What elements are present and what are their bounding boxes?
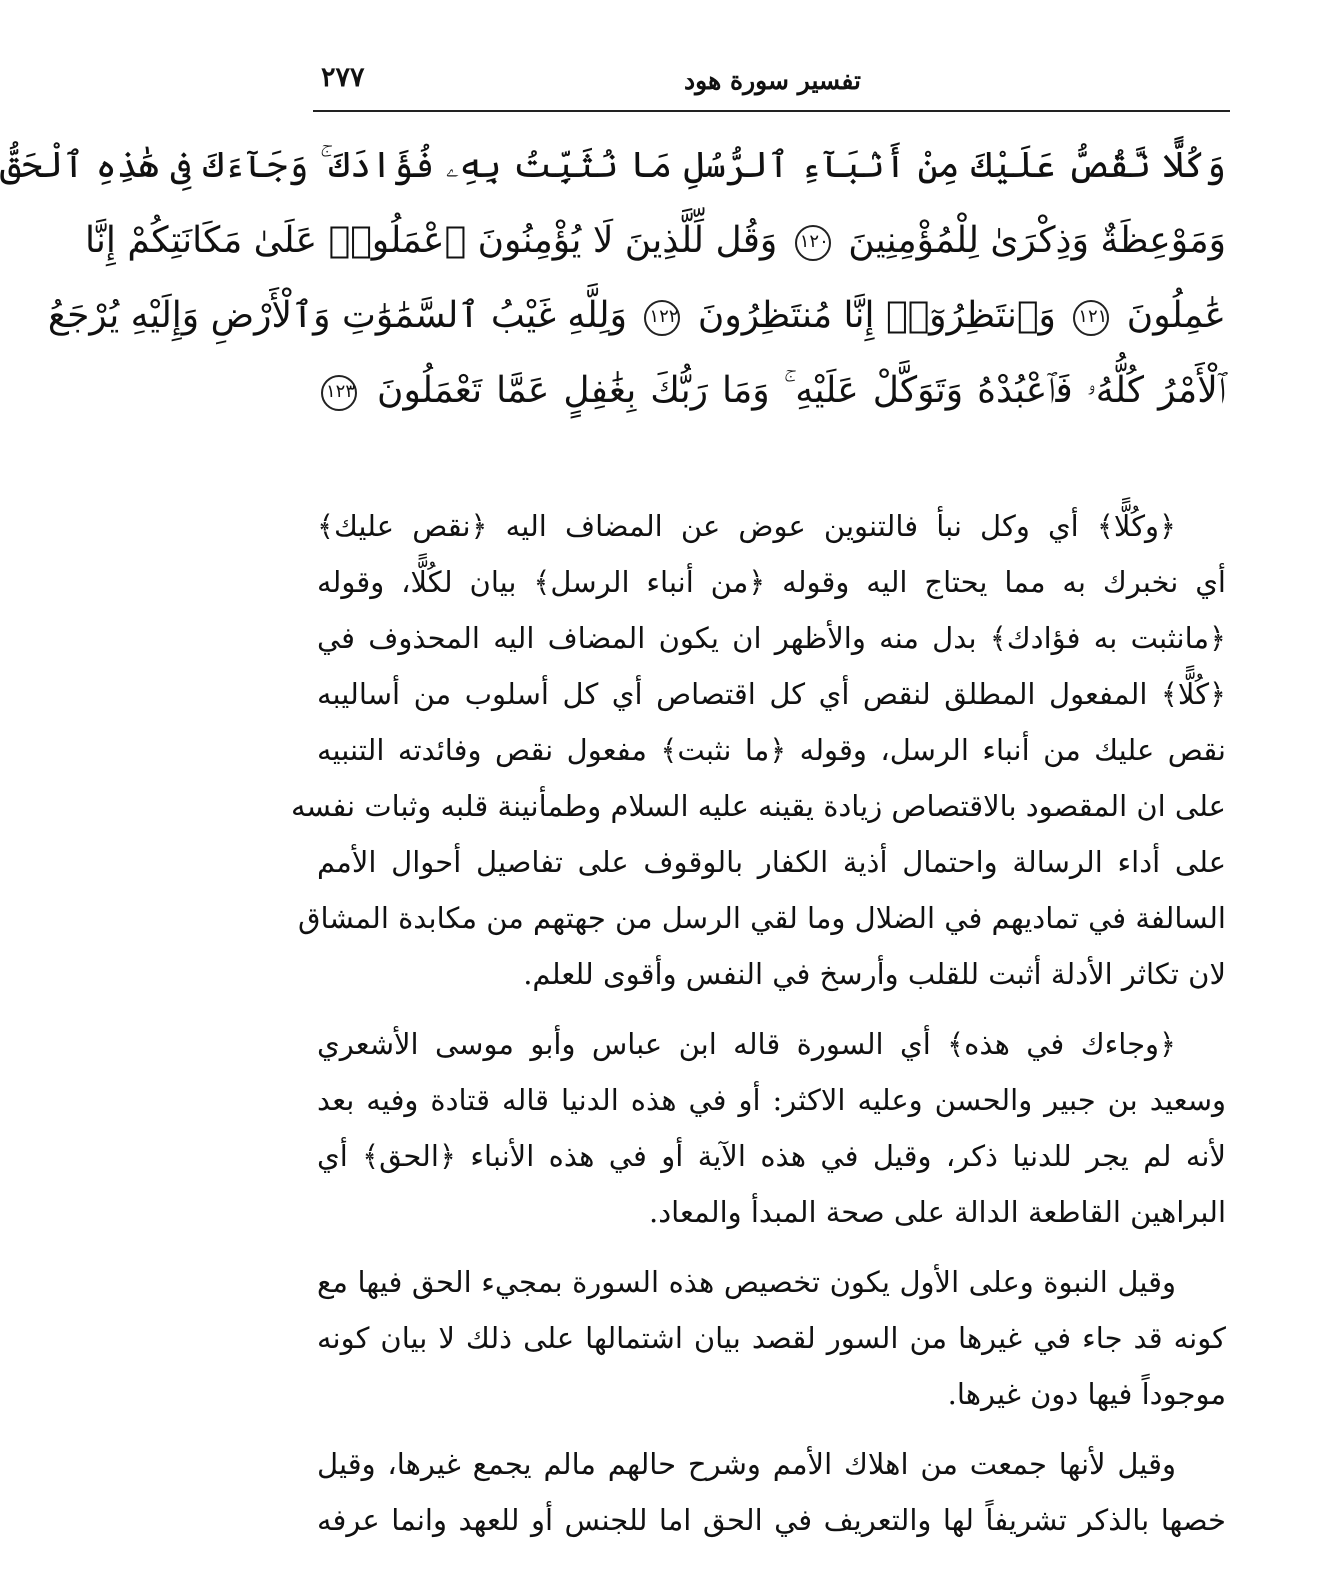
text-line: على ان المقصود بالاقتصاص زيادة يقينه عليه السلام وطمأنينة قلبه وثبات نفسه — [290, 789, 1226, 823]
text-line: وقيل لأنها جمعت من اهلاك الأمم وشرح حالهم مالم يجمع غيرها، وقيل — [317, 1447, 1176, 1481]
commentary-paragraph — [290, 498, 1226, 1002]
commentary-paragraph — [317, 1254, 1226, 1422]
verse-text: وَلِلَّهِ غَيْبُ ٱلسَّمَٰوَٰتِ وَٱلْأَرْضِ وَإِلَيْهِ يُرْجَعُ — [47, 295, 627, 336]
text-line: ﴿وجاءك في هذه﴾ أي السورة قاله ابن عباس وأبو موسى الأشعري — [317, 1027, 1176, 1061]
quran-verses-block — [0, 128, 1226, 428]
text-line: وسعيد بن جبير والحسن وعليه الاكثر: أو في هذه الدنيا قاله قتادة وفيه بعد — [317, 1083, 1226, 1117]
text-line: أي نخبرك به مما يحتاج اليه وقوله ﴿من أنباء الرسل﴾ بيان لكُلًّا، وقوله — [317, 565, 1226, 599]
text-line: وقيل النبوة وعلى الأول يكون تخصيص هذه السورة بمجيء الحق فيها مع — [317, 1265, 1176, 1299]
text-line: ﴿كُلًّا﴾ المفعول المطلق لنقص أي كل اقتصاص أي كل أسلوب من أساليبه — [317, 677, 1226, 711]
verse-line — [47, 278, 1226, 353]
text-line: خصها بالذكر تشريفاً لها والتعريف في الحق اما للجنس أو للعهد وانما عرفه — [317, 1503, 1226, 1537]
verse-line — [0, 128, 1226, 203]
commentary-body — [290, 498, 1226, 1562]
verse-text: وَقُل لِّلَّذِينَ لَا يُؤْمِنُونَ ٱعْمَلُوا۟ عَلَىٰ مَكَانَتِكُمْ إِنَّا — [84, 220, 778, 261]
page-number: ٢٧٧ — [321, 62, 365, 93]
text-line: كونه قد جاء في غيرها من السور لقصد بيان اشتمالها على ذلك لا بيان كونه — [317, 1321, 1226, 1355]
text-line: نقص عليك من أنباء الرسل، وقوله ﴿ما نثبت﴾ مفعول نقص وفائدته التنبيه — [317, 733, 1226, 767]
ayah-number-marker: ١٢١ — [1073, 300, 1109, 336]
text-line: السالفة في تماديهم في الضلال وما لقي الرسل من جهتهم من مكابدة المشاق — [298, 901, 1226, 935]
running-title: تفسير سورة هود — [684, 66, 861, 95]
ayah-number-marker: ١٢٢ — [644, 300, 680, 336]
commentary-paragraph — [317, 1016, 1226, 1240]
verse-text: وَٱنتَظِرُوٓا۟ إِنَّا مُنتَظِرُونَ — [697, 295, 1056, 336]
ayah-number-marker: ١٢٠ — [795, 225, 831, 261]
verse-line — [315, 353, 1226, 428]
text-line: على أداء الرسالة واحتمال أذية الكفار بالوقوف على تفاصيل أحوال الأمم — [317, 845, 1226, 879]
verse-text: ٱلْأَمْرُ كُلُّهُۥ فَٱعْبُدْهُ وَتَوَكَّلْ عَلَيْهِ ۚ وَمَا رَبُّكَ بِغَٰفِلٍ عَمَّا تَعْمَلُونَ — [377, 370, 1226, 411]
text-line: ﴿مانثبت به فؤادك﴾ بدل منه والأظهر ان يكون المضاف اليه المحذوف في — [317, 621, 1226, 655]
text-line: البراهين القاطعة الدالة على صحة المبدأ والمعاد. — [649, 1195, 1226, 1229]
text-line: لان تكاثر الأدلة أثبت للقلب وأرسخ في النفس وأقوى للعلم. — [523, 957, 1226, 991]
verse-line — [84, 203, 1226, 278]
header-divider — [313, 110, 1230, 112]
text-line: ﴿وكُلًّا﴾ أي وكل نبأ فالتنوين عوض عن المضاف اليه ﴿نقص عليك﴾ — [317, 509, 1176, 543]
verse-text: وَمَوْعِظَةٌ وَذِكْرَىٰ لِلْمُؤْمِنِينَ — [848, 220, 1226, 261]
verse-text: وَكُلًّا نَّقُصُّ عَلَيْكَ مِنْ أَنۢبَآءِ ٱلرُّسُلِ مَا نُثَبِّتُ بِهِۦ فُؤَادَكَ ۚ وَجَآءَكَ فِى هَٰذِهِ ٱلْحَقُّ — [0, 145, 1226, 186]
ayah-number-marker: ١٢٣ — [321, 375, 357, 411]
text-line: موجوداً فيها دون غيرها. — [947, 1377, 1226, 1411]
commentary-paragraph — [317, 1436, 1226, 1548]
verse-text: عَٰمِلُونَ — [1126, 295, 1226, 336]
page-header — [307, 52, 1238, 104]
text-line: لأنه لم يجر للدنيا ذكر، وقيل في هذه الآية أو في هذه الأنباء ﴿الحق﴾ أي — [317, 1139, 1226, 1173]
